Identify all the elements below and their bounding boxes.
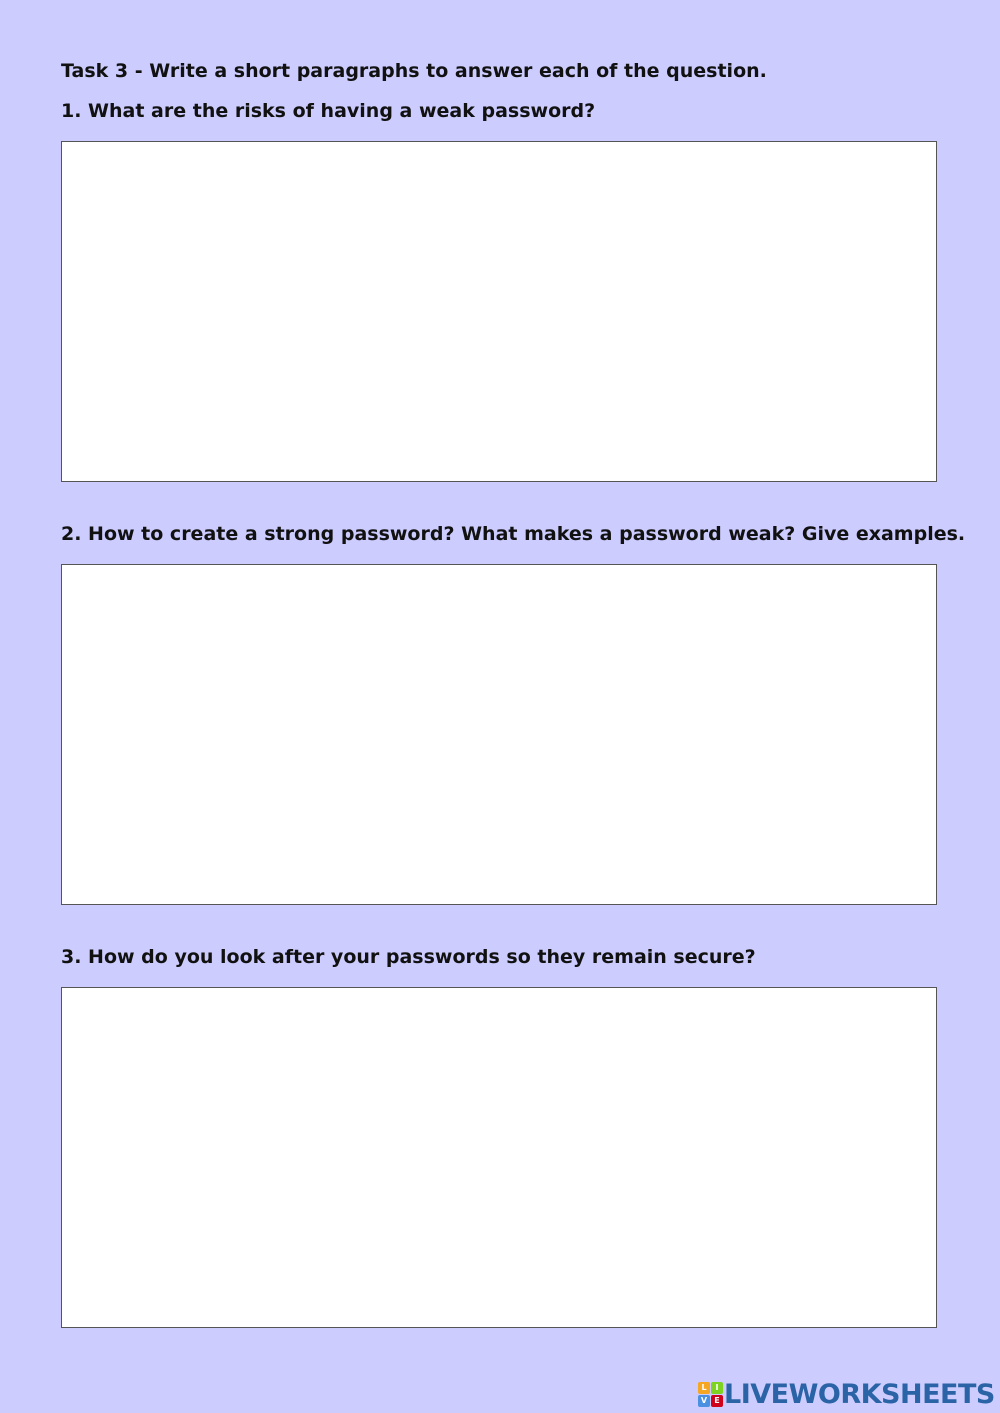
logo-letter-i: I	[711, 1382, 723, 1394]
question-3: 3. How do you look after your passwords so they remain secure?	[61, 946, 756, 968]
liveworksheets-brand	[698, 1378, 995, 1410]
liveworksheets-logo-icon	[698, 1382, 722, 1406]
logo-letter-v: V	[698, 1395, 710, 1407]
brand-name: LIVEWORKSHEETS	[724, 1378, 995, 1410]
question-2: 2. How to create a strong password? What makes a password weak? Give examples.	[61, 523, 966, 545]
question-1: 1. What are the risks of having a weak password?	[61, 100, 596, 122]
logo-letter-l: L	[698, 1382, 710, 1394]
answer-box-3[interactable]	[61, 987, 937, 1328]
answer-box-1[interactable]	[61, 141, 937, 482]
logo-letter-e: E	[711, 1395, 723, 1407]
answer-box-2[interactable]	[61, 564, 937, 905]
task-title: Task 3 - Write a short paragraphs to answer each of the question.	[61, 60, 767, 82]
